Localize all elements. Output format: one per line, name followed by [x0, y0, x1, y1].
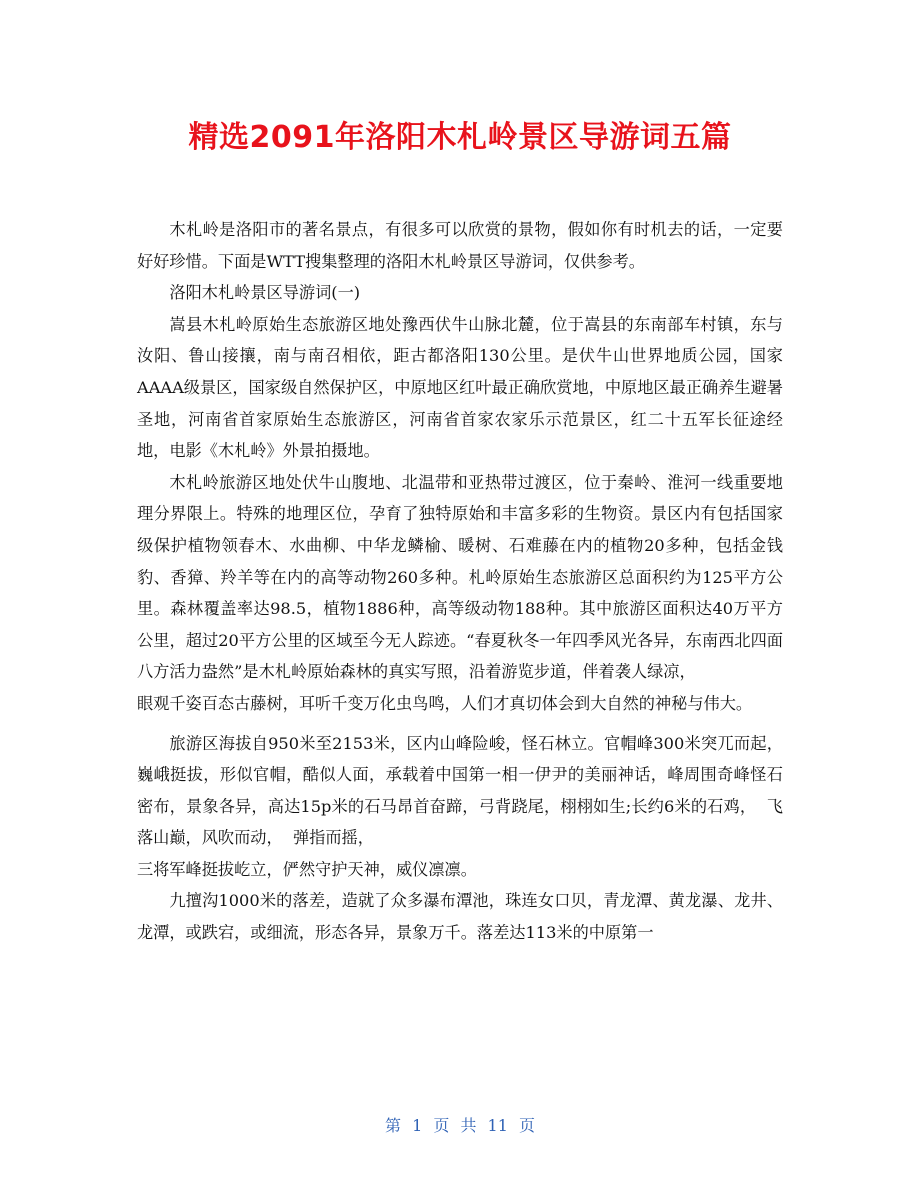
document-body [137, 214, 783, 949]
body-paragraph: 九擅沟1000米的落差，造就了众多瀑布潭池，珠连女口贝，青龙潭、黄龙瀑、龙井、龙潭，或跌宕，或细流，形态各异，景象万千。落差达113米的中原第一 [137, 891, 783, 943]
intro-paragraph: 木札岭是洛阳市的著名景点，有很多可以欣赏的景物，假如你有时机去的话，一定要好好珍惜。下面是WTT搜集整理的洛阳木札岭景区导游词，仅供参考。 [137, 220, 783, 271]
paragraph-gap [137, 720, 783, 728]
body-paragraph: 嵩县木札岭原始生态旅游区地处豫西伏牛山脉北麓，位于嵩县的东南部车村镇，东与汝阳、鲁山接攘，南与南召相依，距古都洛阳130公里。是伏牛山世界地质公园，国家AAAA级景区，国家级自然保护区，中原地区红叶最正确欣赏地，中原地区最正确养生避暑圣地，河南省首家原始生态旅游区，河南省首家农家乐示范景区，红二十五军长征途经地，电影《木札岭》外景拍摄地。 [137, 314, 783, 461]
body-paragraph: 三将军峰挺拔屹立，俨然守护天神，威仪凛凛。 [137, 859, 477, 879]
document-title: 精选2091年洛阳木札岭景区导游词五篇 [188, 120, 732, 155]
body-paragraph: 旅游区海拔自950米至2153米，区内山峰险峻，怪石林立。官帽峰300米突兀而起，巍峨挺拔，形似官帽，酷似人面，承载着中国第一相一伊尹的美丽神话，峰周围奇峰怪石密布，景象各异，高达15p米的石马昂首奋蹄，弓背跷尾，栩栩如生;长约6米的石鸡， 飞落山巅，风吹而动， 弹指而摇， [137, 733, 783, 848]
page-number: 第 1 页 共 11 页 [385, 1116, 535, 1135]
body-paragraph: 眼观千姿百态古藤树，耳听千变万化虫鸟鸣，人们才真切体会到大自然的神秘与伟大。 [137, 693, 753, 713]
body-paragraph: 木札岭旅游区地处伏牛山腹地、北温带和亚热带过渡区，位于秦岭、淮河一线重要地理分界限上。特殊的地理区位，孕育了独特原始和丰富多彩的生物资。景区内有包括国家级保护植物领春木、水曲柳、中华龙鳞榆、暖树、石难藤在内的植物20多种，包括金钱豹、香獐、羚羊等在内的高等动物260多种。札岭原始生态旅游区总面积约为125平方公里。森林覆盖率达98.5，植物1886种，高等级动物188种。其中旅游区面积达40万平方公里，超过20平方公里的区域至今无人踪迹。“春夏秋冬一年四季风光各异，东南西北四面八方活力盎然”是木札岭原始森林的真实写照，沿着游览步道，伴着袭人绿凉， [137, 472, 783, 682]
section-heading: 洛阳木札岭景区导游词(一) [169, 283, 361, 303]
